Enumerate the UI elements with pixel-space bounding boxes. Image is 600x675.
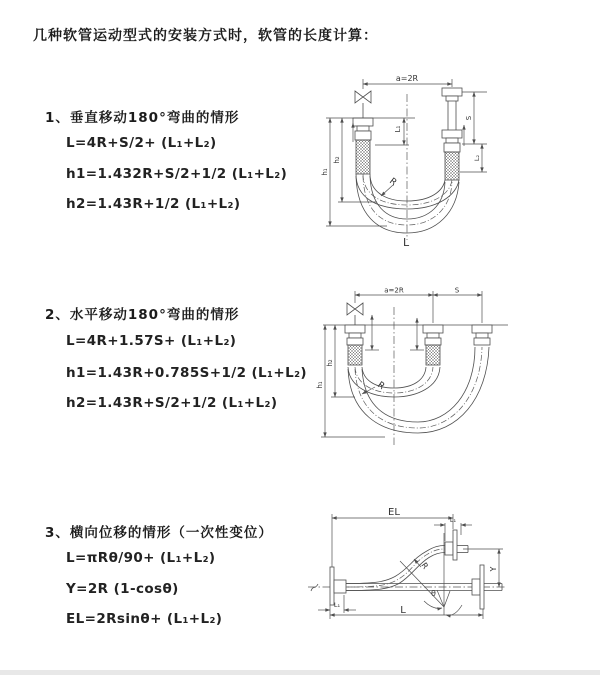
left-flange — [330, 567, 346, 605]
dim-label-a2r: a=2R — [395, 74, 419, 83]
right-fitting — [442, 88, 462, 180]
right-fitting — [472, 325, 492, 345]
radius-label: R — [419, 560, 430, 571]
section-3-formula-L: L=πRθ/90+ (L₁+L₂) — [66, 550, 216, 566]
hose-braid — [356, 140, 370, 174]
dim-label-h1: h₁ — [316, 381, 324, 389]
diagram-vertical-180-bend — [313, 68, 598, 263]
section-2-formula-h2: h2=1.43R+S/2+1/2 (L₁+L₂) — [66, 395, 278, 411]
dim-label-l1: L₁ — [394, 125, 402, 133]
left-fitting — [353, 118, 373, 174]
hose-curves — [356, 174, 459, 233]
dim-label-h2: h₂ — [326, 359, 334, 367]
dim-label-h1: h₁ — [321, 168, 329, 176]
dim-label-a2r: a=2R — [384, 286, 404, 295]
section-1-formula-h2: h2=1.43R+1/2 (L₁+L₂) — [66, 196, 241, 212]
valve-icon — [347, 303, 363, 325]
section-2-formula-h1: h1=1.43R+0.785S+1/2 (L₁+L₂) — [66, 365, 307, 381]
radius-label: R — [387, 176, 399, 189]
middle-fitting — [423, 325, 443, 365]
left-fitting — [345, 325, 365, 365]
section-2-formula-L: L=4R+1.57S+ (L₁+L₂) — [66, 333, 237, 349]
radius-label: R — [375, 380, 387, 393]
diagram-horizontal-180-bend — [313, 285, 598, 450]
section-1-formula-h1: h1=1.432R+S/2+1/2 (L₁+L₂) — [66, 166, 288, 182]
pipe-break-mark — [311, 584, 318, 591]
dim-label-s: S — [454, 286, 460, 295]
diagram-lateral-displacement — [300, 503, 600, 658]
theta-arc — [446, 605, 462, 615]
section-3-formula-EL: EL=2Rsinθ+ (L₁+L₂) — [66, 611, 223, 627]
dim-label-el: EL — [388, 507, 400, 518]
page-title: 几种软管运动型式的安装方式时，软管的长度计算： — [33, 28, 378, 44]
hose-braid — [426, 345, 440, 365]
page-bottom-edge — [0, 670, 600, 675]
dim-label-l1-top: L₁ — [449, 516, 457, 524]
upper-flange — [445, 530, 468, 560]
dim-label-h2: h₂ — [333, 156, 341, 164]
valve-icon — [355, 91, 371, 118]
section-1-formula-L: L=4R+S/2+ (L₁+L₂) — [66, 135, 217, 151]
dim-label-y: Y — [489, 566, 498, 572]
length-label: L — [403, 236, 410, 249]
dim-label-l1-left: L₁ — [333, 601, 341, 609]
hose-braid — [445, 152, 459, 180]
dim-label-l2: L₂ — [473, 154, 481, 162]
dim-label-l: L — [400, 605, 406, 616]
section-1-heading: 1、垂直移动180°弯曲的情形 — [45, 110, 240, 126]
theta-label: θ — [431, 589, 436, 598]
section-3-formula-Y: Y=2R (1-cosθ) — [66, 581, 179, 597]
section-2-heading: 2、水平移动180°弯曲的情形 — [45, 307, 240, 323]
section-3-heading: 3、横向位移的情形（一次性变位） — [45, 525, 273, 541]
hose-braid — [348, 345, 362, 365]
dim-label-s: S — [465, 115, 473, 121]
